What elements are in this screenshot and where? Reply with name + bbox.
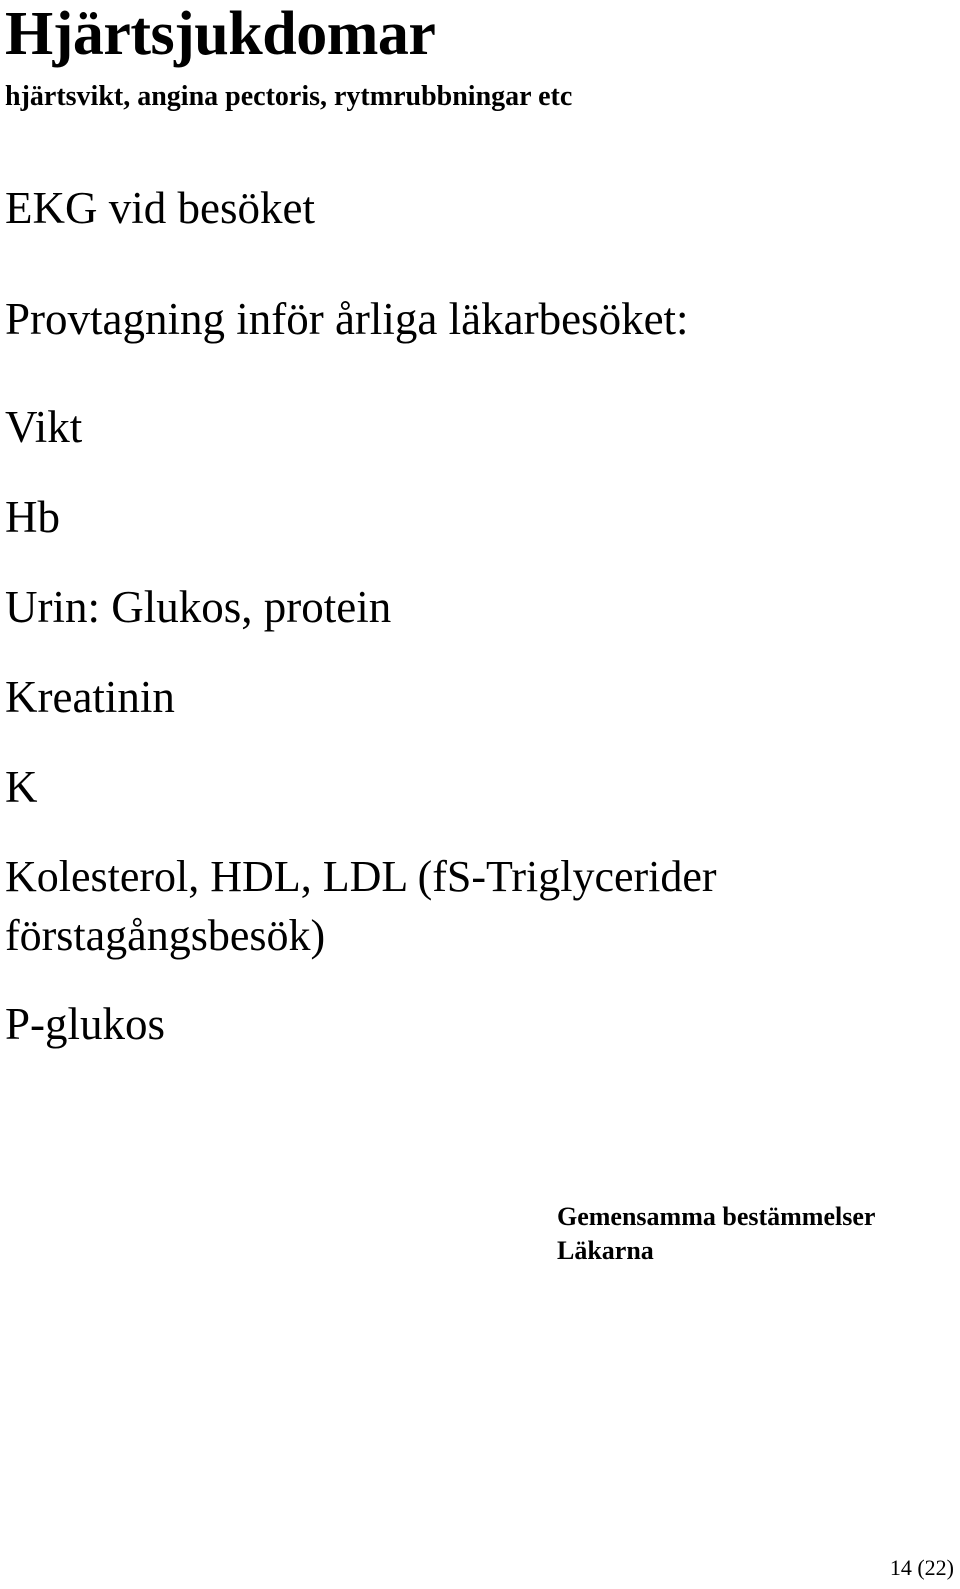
text-line-p-glukos: P-glukos xyxy=(5,999,166,1049)
text-line-ekg: EKG vid besöket xyxy=(5,183,315,233)
text-line-kolesterol: Kolesterol, HDL, LDL (fS-Triglycerider xyxy=(5,852,717,901)
text-line-urin: Urin: Glukos, protein xyxy=(5,582,392,632)
text-line-k: K xyxy=(5,762,38,812)
page-subtitle: hjärtsvikt, angina pectoris, rytmrubbningar etc xyxy=(5,81,573,112)
page-number: 14 (22) xyxy=(889,1555,954,1580)
footer-line-2: Läkarna xyxy=(557,1236,654,1265)
text-line-forstagangsbesok: förstagångsbesök) xyxy=(5,911,326,960)
text-line-hb: Hb xyxy=(5,492,60,542)
text-line-kreatinin: Kreatinin xyxy=(5,672,175,722)
footer-line-1: Gemensamma bestämmelser xyxy=(557,1202,876,1231)
text-line-provtagning: Provtagning inför årliga läkarbesöket: xyxy=(5,294,689,344)
text-line-vikt: Vikt xyxy=(5,402,83,452)
footer-block xyxy=(557,1200,875,1268)
page-title: Hjärtsjukdomar xyxy=(5,0,436,68)
